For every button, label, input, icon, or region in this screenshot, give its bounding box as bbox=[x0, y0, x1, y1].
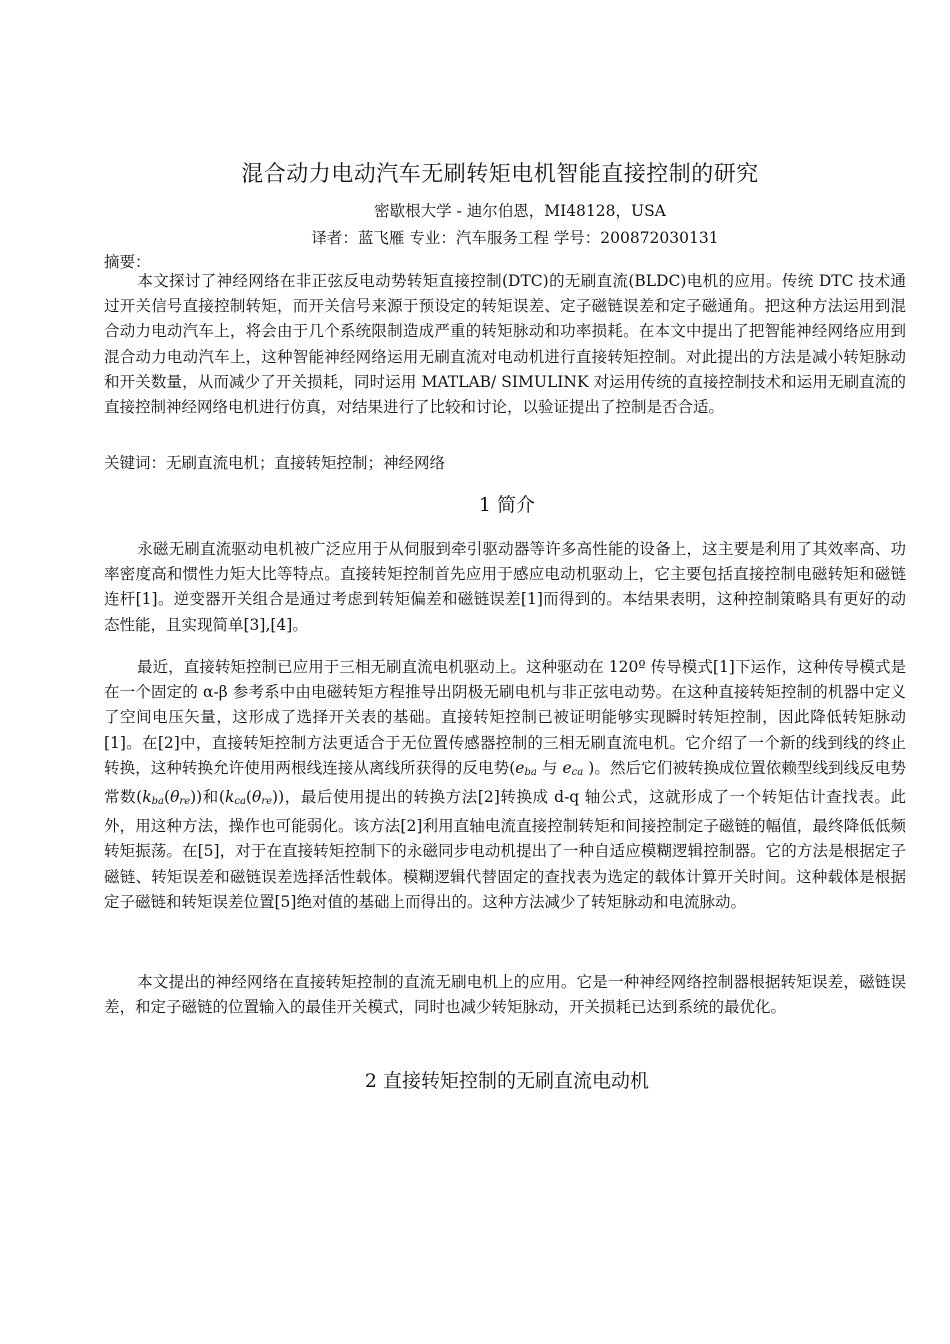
emf-symbol: e bbox=[515, 758, 525, 777]
abstract-text: 本文探讨了神经网络在非正弦反电动势转矩直接控制(DTC)的无刷直流(BLDC)电机的应用。传统 DTC 技术通过开关信号直接控制转矩，而开关信号来源于预设定的转矩误差、定子磁链误差和定子磁通角。把这种方法运用到混合动力电动汽车上，将会由于几个系统限制造成严重的转矩脉动和功率损耗。在本文中提出了把智能神经网络应用到混合动力电动汽车上，这种智能神经网络运用无刷直流对电动机进行直接转矩控制。对此提出的方法是减小转矩脉动和开关数量，从而减少了开关损耗，同时运用 MATLAB/ SIMULINK 对运用传统的直接控制技术和运用无刷直流的直接控制神经网络电机进行仿真，对结果进行了比较和讨论，以验证提出了控制是否合适。 bbox=[104, 272, 906, 417]
paper-title: 混合动力电动汽车无刷转矩电机智能直接控制的研究 bbox=[241, 162, 759, 187]
abstract-label: 摘要： bbox=[104, 253, 151, 271]
subscript-re: re bbox=[179, 796, 191, 808]
subscript-ba: ba bbox=[524, 766, 537, 778]
paragraph-text: 最近，直接转矩控制已应用于三相无刷直流电机驱动上。这种驱动在 120º 传导模式[1]下运作，这种传导模式是在一个固定的 α-β 参考系中由电磁转矩方程推导出阴极无刷电机与非正弦电动势。在这种直接转矩控制的机器中定义了空间电压矢量，这形成了选择开关表的基础。直接转矩控制已被证明能够实现瞬时转矩控制，因此降低转矩脉动[1]。在[2]中，直接转矩控制方法更适合于无位置传感器控制的三相无刷直流电机。它介绍了一个新的线到线的终止转换，这种转换允许使用两根线连接从离线所获得的反电势( bbox=[104, 658, 906, 777]
subscript-ca: ca bbox=[571, 766, 584, 778]
paragraph-text: )。然后它们被转换成位置依赖型线到线反电势常数( bbox=[104, 758, 906, 807]
paragraph-text: 本文提出的神经网络在直接转矩控制的直流无刷电机上的应用。它是一种神经网络控制器根据转矩误差，磁链误差，和定子磁链的位置输入的最佳开关模式，同时也减少转矩脉动，开关损耗已达到系统的最优化。 bbox=[104, 973, 906, 1017]
emf-symbol: e bbox=[562, 758, 572, 777]
k-symbol: k bbox=[224, 788, 235, 807]
affiliation: 密歇根大学 - 迪尔伯恩，MI48128，USA bbox=[374, 202, 666, 220]
subscript-ca: ca bbox=[234, 796, 246, 808]
subscript-re: re bbox=[261, 796, 273, 808]
section-1-paragraph-3 bbox=[104, 970, 906, 1020]
abstract-paragraph bbox=[104, 269, 906, 420]
translator-line: 译者：蓝飞雁 专业：汽车服务工程 学号：200872030131 bbox=[311, 229, 719, 247]
paragraph-text: 永磁无刷直流驱动电机被广泛应用于从伺服到牵引驱动器等许多高性能的设备上，这主要是利用了其效率高、功率密度高和惯性力矩大比等特点。直接转矩控制首先应用于感应电动机驱动上，它主要包括直接控制电磁转矩和磁链连杆[1]。逆变器开关组合是通过考虑到转矩偏差和磁链误差[1]而得到的。本结果表明，这种控制策略具有更好的动态性能，且实现简单[3],[4]。 bbox=[104, 540, 906, 634]
keywords: 关键词：无刷直流电机；直接转矩控制；神经网络 bbox=[104, 454, 446, 472]
section-2-heading: 2 直接转矩控制的无刷直流电动机 bbox=[364, 1070, 650, 1092]
section-1-paragraph-2: 最近，直接转矩控制已应用于三相无刷直流电机驱动上。这种驱动在 120º 传导模式[1]下运作，这种传导模式是在一个固定的 α-β 参考系中由电磁转矩方程推导出阴极无刷电机与非正弦电动势。在这种直接转矩控制的机器中定义了空间电压矢量，这形成了选择开关表的基础。直接转矩控制已被证明能够实现瞬时转矩控制，因此降低转矩脉动[1]。在[2]中，直接转矩控制方法更适合于无位置传感器控制的三相无刷直流电机。它介绍了一个新的线到线的终止转换，这种转换允许使用两根线连接从离线所获得的反电势($e_{ba}$ 与 $e_{ca}$ )。然后它们被转换成位置依赖型线到线反电势常数$(k_{ba}(\theta_{re}))$和$(k_{ca}(\theta_{re}))$，最后使用提出的转换方法[2]转换成 d-q 轴公式，这就形成了一个转矩估计查找表。此外，用这种方法，操作也可能弱化。该方法[2]利用直轴电流直接控制转矩和间接控制定子磁链的幅值，最终降低低频转矩振荡。在[5]，对于在直接转矩控制下的永磁同步电动机提出了一种自适应模糊逻辑控制器。它的方法是根据定子磁链、转矩误差和磁链误差选择活性载体。模糊逻辑代替固定的查找表为选定的载体计算开关时间。这种载体是根据定子磁链和转矩误差位置[5]绝对值的基础上而得出的。这种方法减少了转矩脉动和电流脉动。 bbox=[104, 658, 906, 911]
paragraph-text: 最后使用提出的转换方法[2]转换成 d-q 轴公式，这就形成了一个转矩估计查找表。此外，用这种方法，操作也可能弱化。该方法[2]利用直轴电流直接控制转矩和间接控制定子磁链的幅值，最终降低低频转矩振荡。在[5]，对于在直接转矩控制下的永磁同步电动机提出了一种自适应模糊逻辑控制器。它的方法是根据定子磁链、转矩误差和磁链误差选择活性载体。模糊逻辑代替固定的查找表为选定的载体计算开关时间。这种载体是根据定子磁链和转矩误差位置[5]绝对值的基础上而得出的。这种方法减少了转矩脉动和电流脉动。 bbox=[104, 788, 906, 911]
theta-symbol: θ bbox=[170, 788, 180, 807]
theta-symbol: θ bbox=[251, 788, 262, 807]
and-text: 与 bbox=[536, 758, 563, 777]
subscript-ba: ba bbox=[151, 796, 165, 808]
section-1-paragraph-1 bbox=[104, 537, 906, 638]
section-1-heading: 1 简介 bbox=[478, 494, 536, 516]
k-symbol: k bbox=[142, 788, 152, 807]
